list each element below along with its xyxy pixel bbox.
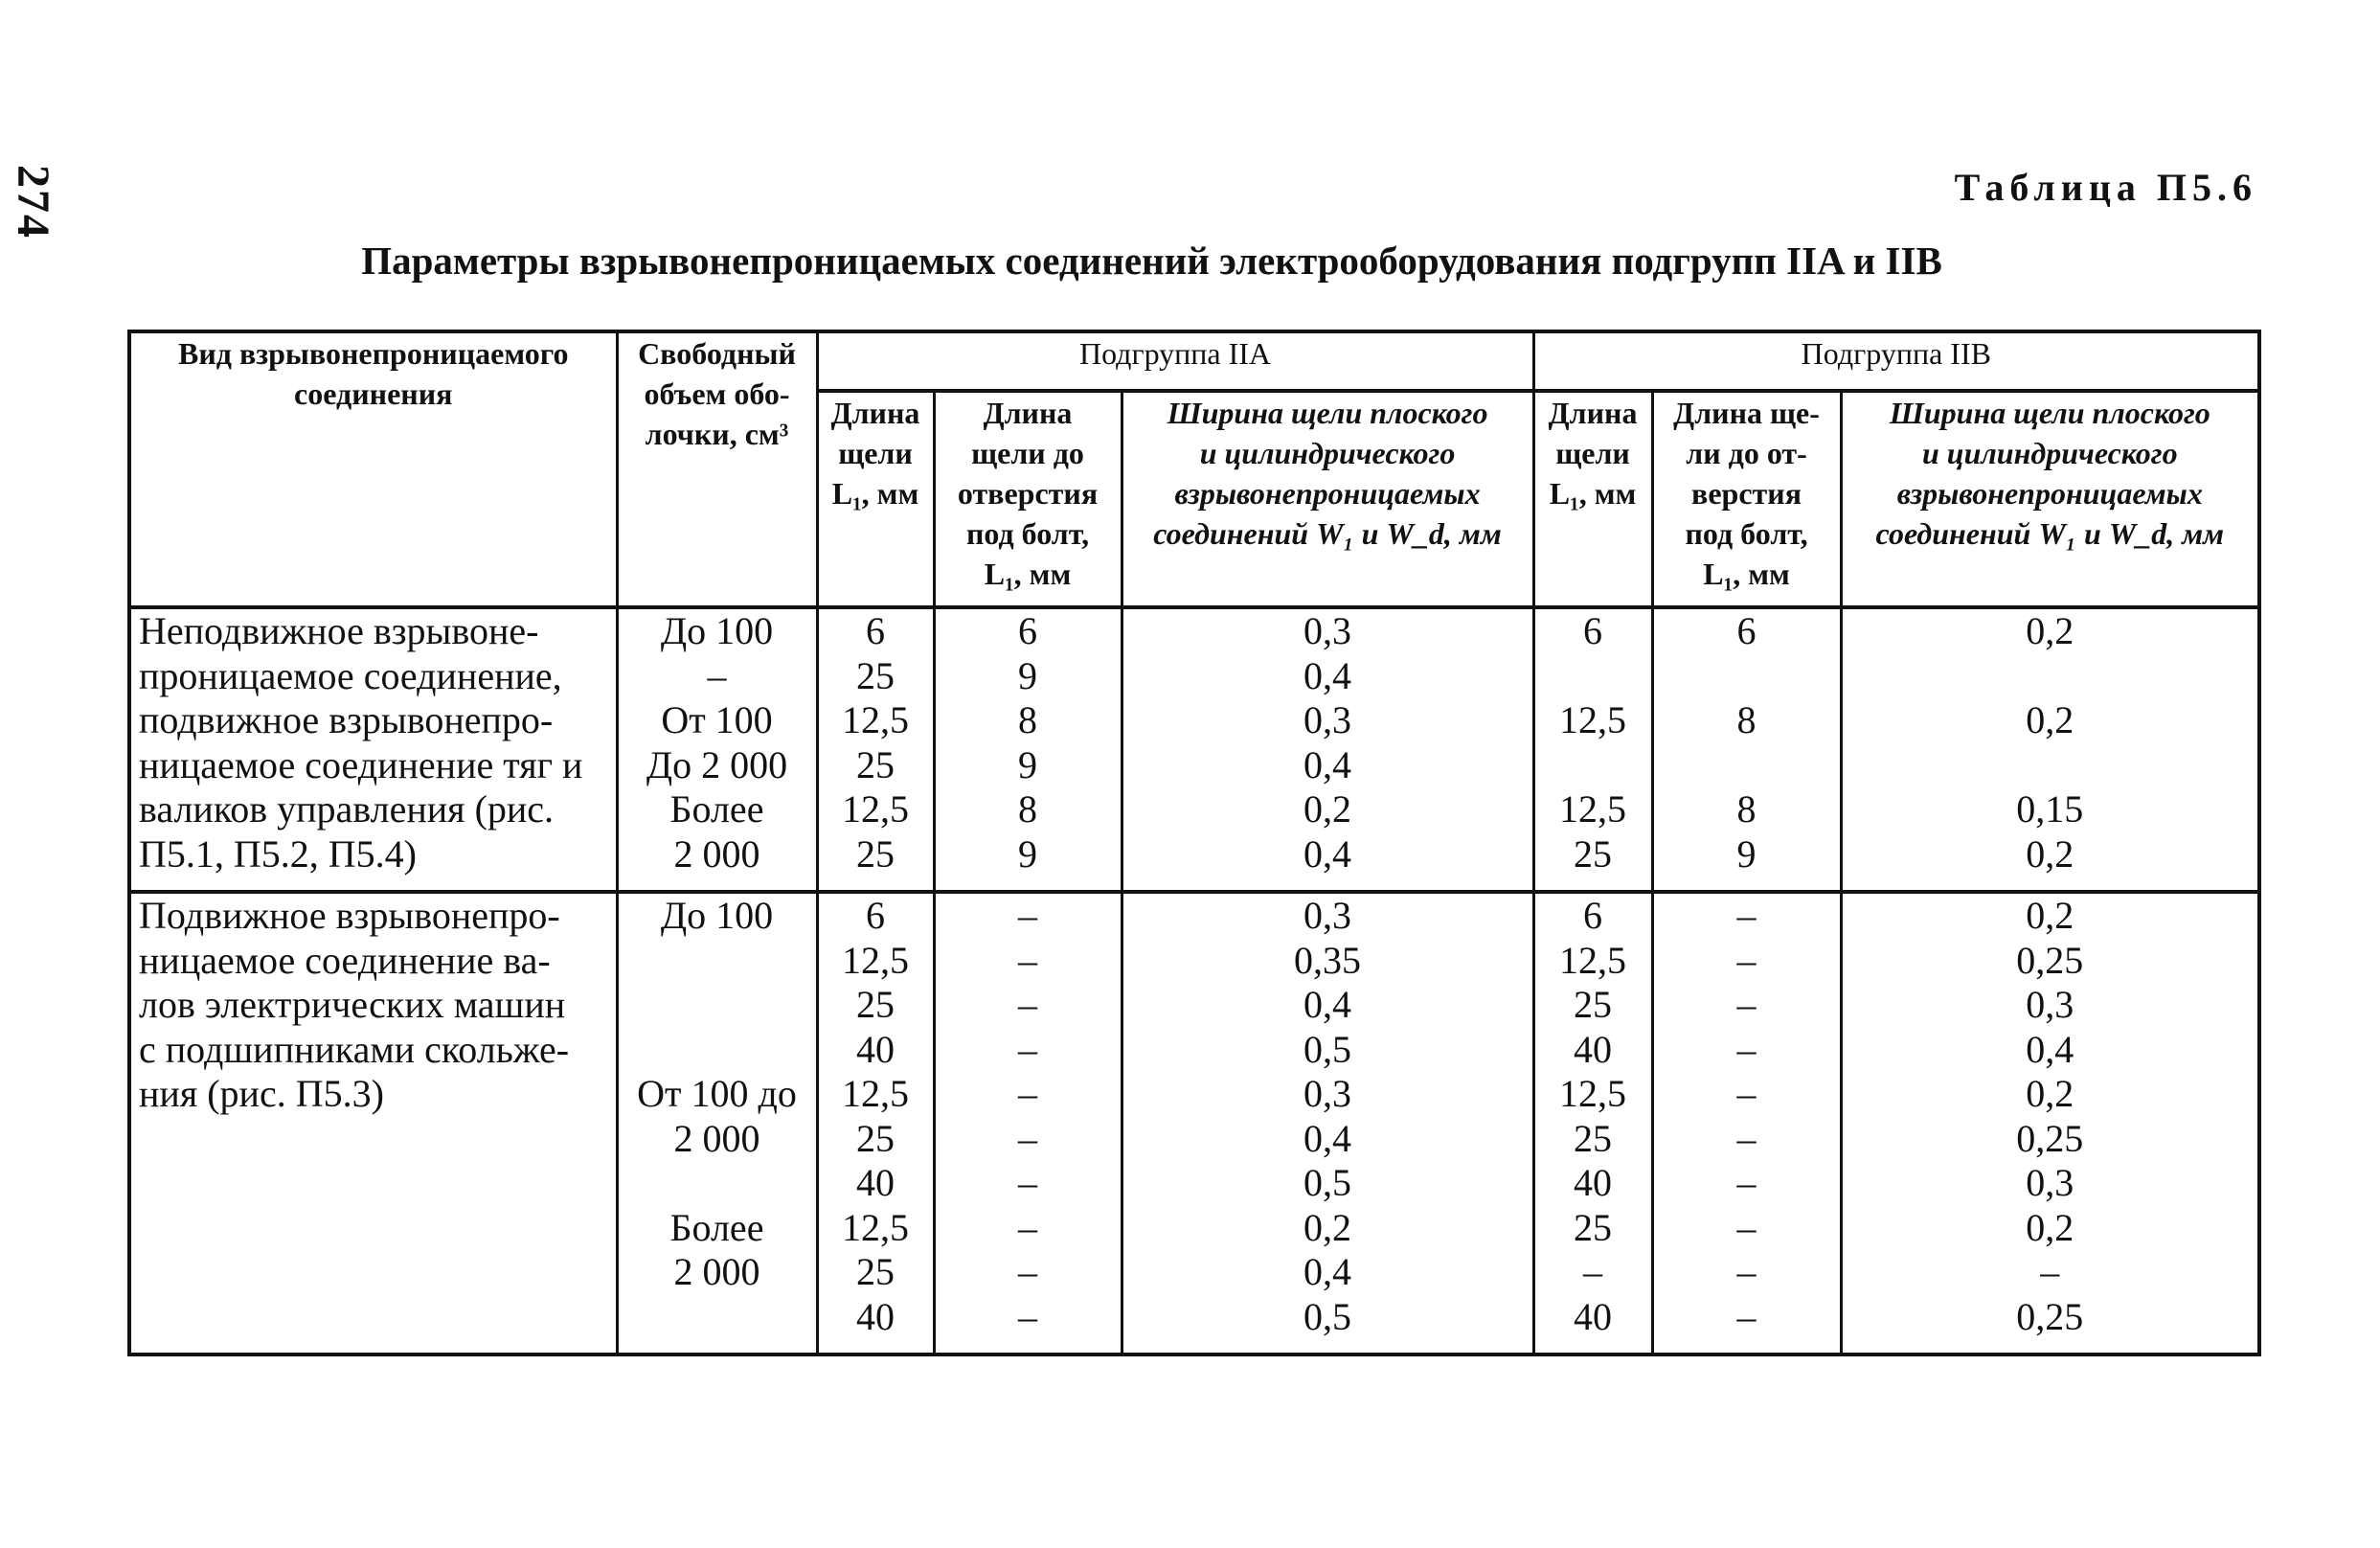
cell-line: и цилиндрического (1199, 436, 1456, 470)
block1-a-hole-length (934, 607, 1122, 892)
cell-line: 9 (1018, 742, 1037, 786)
cell-line: 0,4 (1303, 1250, 1352, 1293)
cell-line: 0,3 (2026, 983, 2074, 1026)
cell-line: верстия (1691, 476, 1802, 511)
cell-line: – (1736, 1116, 1757, 1160)
cell-line (139, 1117, 616, 1162)
cell-line: 40 (856, 1161, 895, 1204)
cell-line: 0,4 (1303, 983, 1352, 1026)
cell-line: 25 (1574, 831, 1613, 876)
cell-line: – (1018, 938, 1037, 982)
cell-line: – (1736, 1161, 1757, 1204)
cell-line: 9 (1018, 653, 1037, 697)
cell-line: 0,4 (1303, 1116, 1352, 1160)
header-volume (617, 331, 817, 607)
cell-line: 6 (1583, 609, 1603, 652)
cell-line: 0,2 (1303, 1205, 1352, 1249)
cell-line: Длина (1548, 396, 1638, 430)
cell-line: 0,2 (2026, 1205, 2074, 1249)
cell-line: 0,35 (1294, 938, 1362, 982)
cell-line: валиков управления (рис. (139, 787, 555, 831)
cell-line: ницаемое соединение ва- (139, 938, 551, 982)
cell-line: 8 (1736, 698, 1757, 741)
cell-line: ли до от- (1686, 436, 1807, 470)
cell-line: 12,5 (842, 938, 909, 982)
block2-volume (617, 892, 817, 1354)
cell-line: – (1018, 983, 1037, 1026)
cell-line: До 100 (660, 894, 774, 937)
cell-line: – (707, 653, 727, 697)
cell-line: отверстия (957, 476, 1099, 511)
cell-line: 9 (1736, 831, 1757, 876)
cell-line: 25 (856, 1250, 895, 1293)
header-a-gap-width (1122, 391, 1533, 607)
cell-line: 40 (1574, 1161, 1613, 1204)
block1-b-hole-length (1652, 607, 1841, 892)
cell-line: 0,5 (1303, 1027, 1352, 1071)
cell-line: 12,5 (1559, 787, 1627, 831)
cell-line: ницаемое соединение тяг и (139, 742, 583, 786)
cell-line: 25 (1574, 1205, 1613, 1249)
cell-line: – (1736, 1205, 1757, 1249)
cell-line: 12,5 (842, 1072, 909, 1115)
cell-line: L₁, мм (1703, 557, 1790, 591)
cell-line: щели до (971, 436, 1084, 470)
cell-line: объем обо- (644, 376, 790, 411)
cell-line: соединений W₁ и W_d, мм (1153, 516, 1502, 551)
cell-line: 40 (1574, 1294, 1613, 1338)
cell-line: 8 (1018, 698, 1037, 741)
cell-line: 0,4 (1303, 831, 1352, 876)
cell-line: 0,5 (1303, 1294, 1352, 1338)
block2-a-hole-length (934, 892, 1122, 1354)
cell-line: – (1736, 1072, 1757, 1115)
cell-line: 25 (856, 653, 895, 697)
cell-line: 6 (866, 894, 885, 937)
cell-line (619, 939, 816, 984)
page-number: 274 (8, 165, 58, 239)
cell-line: 0,5 (1303, 1161, 1352, 1204)
cell-line: 0,4 (1303, 653, 1352, 697)
cell-line: – (1018, 1072, 1037, 1115)
cell-line: под болт, (1685, 516, 1808, 551)
cell-line: 6 (866, 609, 885, 652)
cell-line: 0,4 (1303, 742, 1352, 786)
cell-line: под болт, (965, 516, 1090, 551)
block1-b-gap-length (1533, 607, 1652, 892)
header-b-hole-length (1652, 391, 1841, 607)
cell-line: 6 (1018, 609, 1037, 652)
cell-line: 0,4 (2026, 1027, 2074, 1071)
cell-line (139, 1206, 616, 1251)
cell-line: – (1018, 1116, 1037, 1160)
cell-line: щели (838, 436, 913, 470)
cell-line: L₁, мм (1549, 476, 1637, 511)
cell-line: взрывонепроницаемых (1174, 476, 1481, 511)
cell-line: Ширина щели плоского (1889, 396, 2210, 430)
block1-a-gap-width (1122, 607, 1533, 892)
cell-line: 0,3 (1303, 698, 1352, 741)
cell-line: 2 000 (673, 1250, 760, 1293)
cell-line: – (1736, 938, 1757, 982)
cell-line: 12,5 (1559, 698, 1627, 741)
cell-line: – (1018, 1250, 1037, 1293)
cell-line: 25 (856, 1116, 895, 1160)
block2-b-gap-width (1841, 892, 2259, 1354)
cell-line: 0,2 (1303, 787, 1352, 831)
cell-line: – (1018, 1294, 1037, 1338)
cell-line: 40 (856, 1294, 895, 1338)
header-group-a: Подгруппа IIA (817, 331, 1533, 391)
cell-line: 2 000 (673, 1116, 760, 1160)
cell-line: Свободный (638, 336, 796, 371)
cell-line: П5.1, П5.2, П5.4) (139, 831, 417, 876)
cell-line: 6 (1736, 609, 1757, 652)
cell-line: – (1018, 1161, 1037, 1204)
cell-line: До 100 (660, 609, 774, 652)
cell-line (139, 1161, 616, 1206)
cell-line: 0,25 (2016, 1294, 2084, 1338)
cell-line: 40 (1574, 1027, 1613, 1071)
cell-line: 12,5 (842, 787, 909, 831)
cell-line (1843, 743, 2258, 788)
cell-line: лочки, см³ (645, 417, 789, 451)
cell-line: Длина (983, 396, 1073, 430)
cell-line: 25 (1574, 1116, 1613, 1160)
cell-line: 8 (1018, 787, 1037, 831)
block2-a-gap-width (1122, 892, 1533, 1354)
block2-b-gap-length (1533, 892, 1652, 1354)
cell-line: с подшипниками скольже- (139, 1027, 570, 1071)
cell-line: Более (669, 1205, 764, 1249)
cell-line: 9 (1018, 831, 1037, 876)
header-a-gap-length (817, 391, 934, 607)
cell-line: 25 (856, 983, 895, 1026)
cell-line: – (1018, 1205, 1037, 1249)
block1-volume (617, 607, 817, 892)
cell-line: и цилиндрического (1921, 436, 2178, 470)
cell-line: От 100 до (637, 1072, 797, 1115)
cell-line: 0,2 (2026, 698, 2074, 741)
cell-line: – (1736, 1294, 1757, 1338)
table-title: Параметры взрывонепроницаемых соединений электрооборудования подгрупп IIA и IIB (361, 239, 1942, 283)
cell-line (619, 1028, 816, 1073)
cell-line: 12,5 (842, 1205, 909, 1249)
cell-line: 25 (856, 831, 895, 876)
cell-line: 12,5 (842, 698, 909, 741)
cell-line: соединений W₁ и W_d, мм (1875, 516, 2225, 551)
block1-a-gap-length (817, 607, 934, 892)
cell-line (1654, 654, 1840, 699)
cell-line: подвижное взрывонепро- (139, 698, 554, 741)
cell-line: 0,2 (2026, 894, 2074, 937)
header-a-hole-length (934, 391, 1122, 607)
cell-line: L₁, мм (984, 557, 1072, 591)
cell-line (619, 1295, 816, 1340)
cell-line: Ширина щели плоского (1167, 396, 1488, 430)
cell-line: 12,5 (1559, 1072, 1627, 1115)
cell-line: Подвижное взрывонепро- (139, 894, 560, 937)
cell-line: – (1583, 1250, 1603, 1293)
cell-line: 0,3 (2026, 1161, 2074, 1204)
cell-line: 6 (1583, 894, 1603, 937)
cell-line: 12,5 (1559, 938, 1627, 982)
cell-line (1654, 743, 1840, 788)
header-b-gap-length (1533, 391, 1652, 607)
cell-line: 0,2 (2026, 1072, 2074, 1115)
cell-line: – (2040, 1250, 2060, 1293)
cell-line (1843, 654, 2258, 699)
cell-line: 8 (1736, 787, 1757, 831)
header-group-b: Подгруппа IIB (1533, 331, 2259, 391)
parameters-table (127, 330, 2261, 1356)
cell-line: 2 000 (673, 831, 760, 876)
cell-line: 25 (1574, 983, 1613, 1026)
cell-line: проницаемое соединение, (139, 653, 562, 697)
cell-line: 0,2 (2026, 609, 2074, 652)
cell-line: 40 (856, 1027, 895, 1071)
cell-line: 0,3 (1303, 894, 1352, 937)
cell-line: – (1018, 894, 1037, 937)
cell-line: До 2 000 (646, 742, 788, 786)
cell-line: щели (1555, 436, 1630, 470)
block2-a-gap-length (817, 892, 934, 1354)
cell-line: Неподвижное взрывоне- (139, 609, 539, 652)
cell-line (139, 1250, 616, 1295)
cell-line: Длина (830, 396, 920, 430)
cell-line (1535, 743, 1651, 788)
cell-line: 0,25 (2016, 1116, 2084, 1160)
cell-line (1535, 654, 1651, 699)
cell-line: Более (669, 787, 764, 831)
cell-line: ния (рис. П5.3) (139, 1072, 384, 1115)
cell-line: взрывонепроницаемых (1896, 476, 2203, 511)
cell-line: 0,3 (1303, 609, 1352, 652)
cell-line: – (1736, 1250, 1757, 1293)
cell-line: 25 (856, 742, 895, 786)
cell-line (619, 983, 816, 1028)
header-kind: Вид взрывонепроницаемого соединения (129, 331, 617, 607)
block1-b-gap-width (1841, 607, 2259, 892)
cell-line: 0,15 (2016, 787, 2084, 831)
cell-line (139, 1295, 616, 1340)
cell-line: Длина ще- (1673, 396, 1820, 430)
cell-line (619, 1161, 816, 1206)
block1-kind (129, 607, 617, 892)
cell-line: – (1736, 894, 1757, 937)
block2-b-hole-length (1652, 892, 1841, 1354)
header-b-gap-width (1841, 391, 2259, 607)
cell-line: L₁, мм (831, 476, 919, 511)
cell-line: – (1736, 1027, 1757, 1071)
cell-line: 0,2 (2026, 831, 2074, 876)
cell-line: От 100 (661, 698, 773, 741)
block2-kind (129, 892, 617, 1354)
table-label: Таблица П5.6 (1954, 166, 2257, 209)
cell-line: лов электрических машин (139, 983, 566, 1026)
cell-line: – (1018, 1027, 1037, 1071)
cell-line: 0,3 (1303, 1072, 1352, 1115)
cell-line: – (1736, 983, 1757, 1026)
cell-line: 0,25 (2016, 938, 2084, 982)
